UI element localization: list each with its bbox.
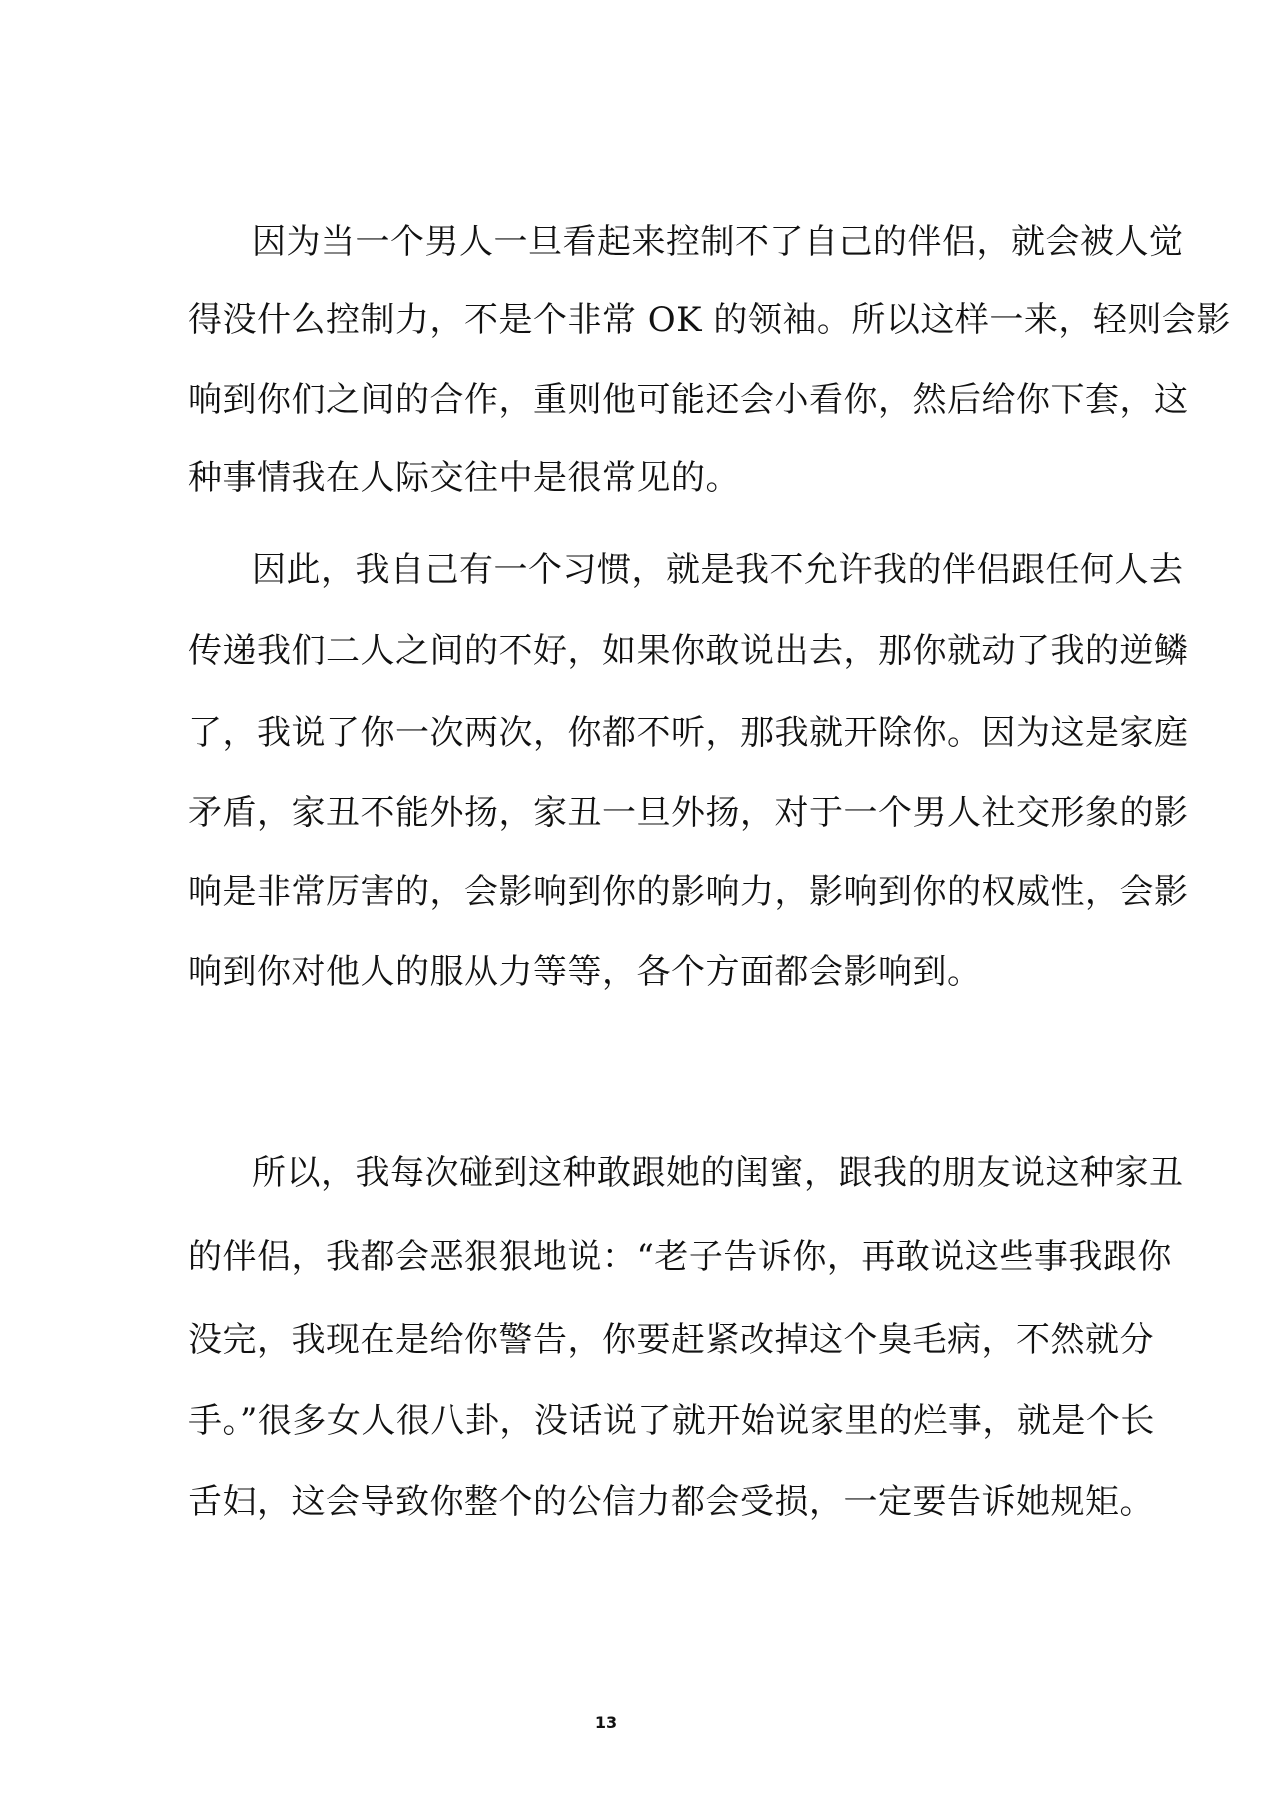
text-line: 手。”很多女人很八卦，没话说了就开始说家里的烂事，就是个长 (188, 1401, 1155, 1441)
text-line: 传递我们二人之间的不好，如果你敢说出去，那你就动了我的逆鳞 (188, 631, 1189, 671)
text-line: 得没什么控制力，不是个非常 OK 的领袖。所以这样一来，轻则会影 (188, 300, 1231, 340)
text-line: 响到你对他人的服从力等等，各个方面都会影响到。 (188, 952, 982, 992)
text-line: 了，我说了你一次两次，你都不听，那我就开除你。因为这是家庭 (188, 713, 1189, 753)
text-line: 所以，我每次碰到这种敢跟她的闺蜜，跟我的朋友说这种家丑 (252, 1153, 1184, 1193)
text-line: 舌妇，这会导致你整个的公信力都会受损，一定要告诉她规矩。 (188, 1482, 1154, 1522)
text-line: 因为当一个男人一旦看起来控制不了自己的伴侣，就会被人觉 (252, 222, 1184, 262)
text-line: 响到你们之间的合作，重则他可能还会小看你，然后给你下套，这 (188, 380, 1189, 420)
text-line: 因此，我自己有一个习惯，就是我不允许我的伴侣跟任何人去 (252, 550, 1184, 590)
text-line: 的伴侣，我都会恶狠狠地说：“老子告诉你，再敢说这些事我跟你 (188, 1237, 1172, 1277)
text-line: 没完，我现在是给你警告，你要赶紧改掉这个臭毛病，不然就分 (188, 1320, 1154, 1360)
text-line: 矛盾，家丑不能外扬，家丑一旦外扬，对于一个男人社交形象的影 (188, 793, 1189, 833)
page-number: 13 (594, 1713, 618, 1732)
text-line: 响是非常厉害的，会影响到你的影响力，影响到你的权威性，会影 (188, 872, 1189, 912)
text-line: 种事情我在人际交往中是很常见的。 (188, 458, 740, 498)
